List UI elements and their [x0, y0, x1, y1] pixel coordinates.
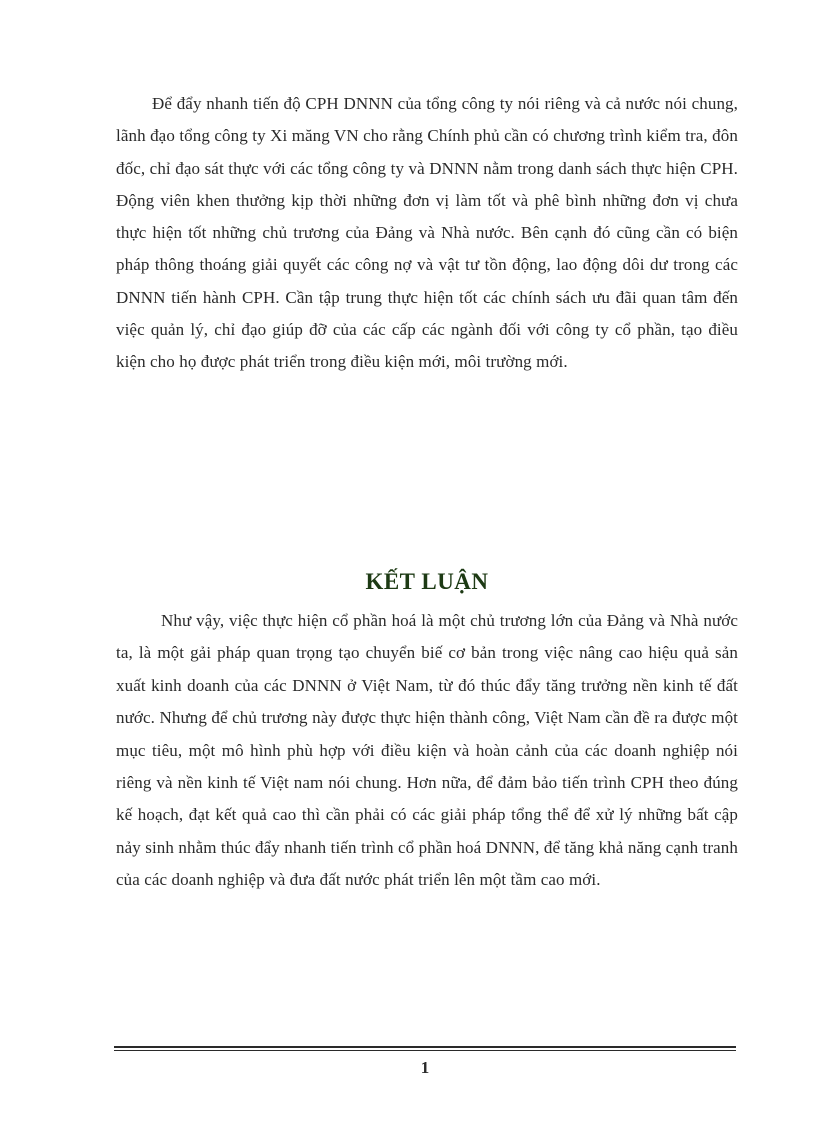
page-number: 1	[420, 1058, 430, 1077]
section-heading: KẾT LUẬN	[365, 569, 489, 594]
body-paragraph-1: Để đẩy nhanh tiến độ CPH DNNN của tổng công ty nói riêng và cả nước nói chung, lãnh đạo tổng công ty Xi măng VN cho rằng Chính phủ cần có chương trình kiểm tra, đôn đốc, chỉ đạo sát thực với các tổng công ty và DNNN nằm trong danh sách thực hiện CPH. Động viên khen thưởng kịp thời những đơn vị làm tốt và phê bình những đơn vị chưa thực hiện tốt những chủ trương của Đảng và Nhà nước. Bên cạnh đó cũng cần có biện pháp thông thoáng giải quyết các công nợ và vật tư tồn động, lao động dôi dư trong các DNNN tiến hành CPH. Cần tập trung thực hiện tốt các chính sách ưu đãi quan tâm đến việc quản lý, chỉ đạo giúp đỡ của các cấp các ngành đối với công ty cổ phần, tạo điều kiện cho họ được phát triển trong điều kiện mới, môi trường mới.	[116, 94, 738, 372]
footer-divider	[114, 1046, 736, 1051]
body-paragraph-2: Như vậy, việc thực hiện cổ phần hoá là một chủ trương lớn của Đảng và Nhà nước ta, là một gải pháp quan trọng tạo chuyển biế cơ bản trong việc nâng cao hiệu quả sản xuất kinh doanh của các DNNN ở Việt Nam, từ đó thúc đẩy tăng trưởng nền kinh tế đất nước. Nhưng để chủ trương này được thực hiện thành công, Việt Nam cần đề ra được một mục tiêu, một mô hình phù hợp với điều kiện và hoàn cảnh của các doanh nghiệp nói riêng và nền kinh tế Việt nam nói chung. Hơn nữa, để đảm bảo tiến trình CPH theo đúng kế hoạch, đạt kết quả cao thì cần phải có các giải pháp tổng thể để xử lý những bất cập nảy sinh nhằm thúc đẩy nhanh tiến trình cổ phần hoá DNNN, để tăng khả năng cạnh tranh của các doanh nghiệp và đưa đất nước phát triển lên một tầm cao mới.	[116, 611, 738, 890]
